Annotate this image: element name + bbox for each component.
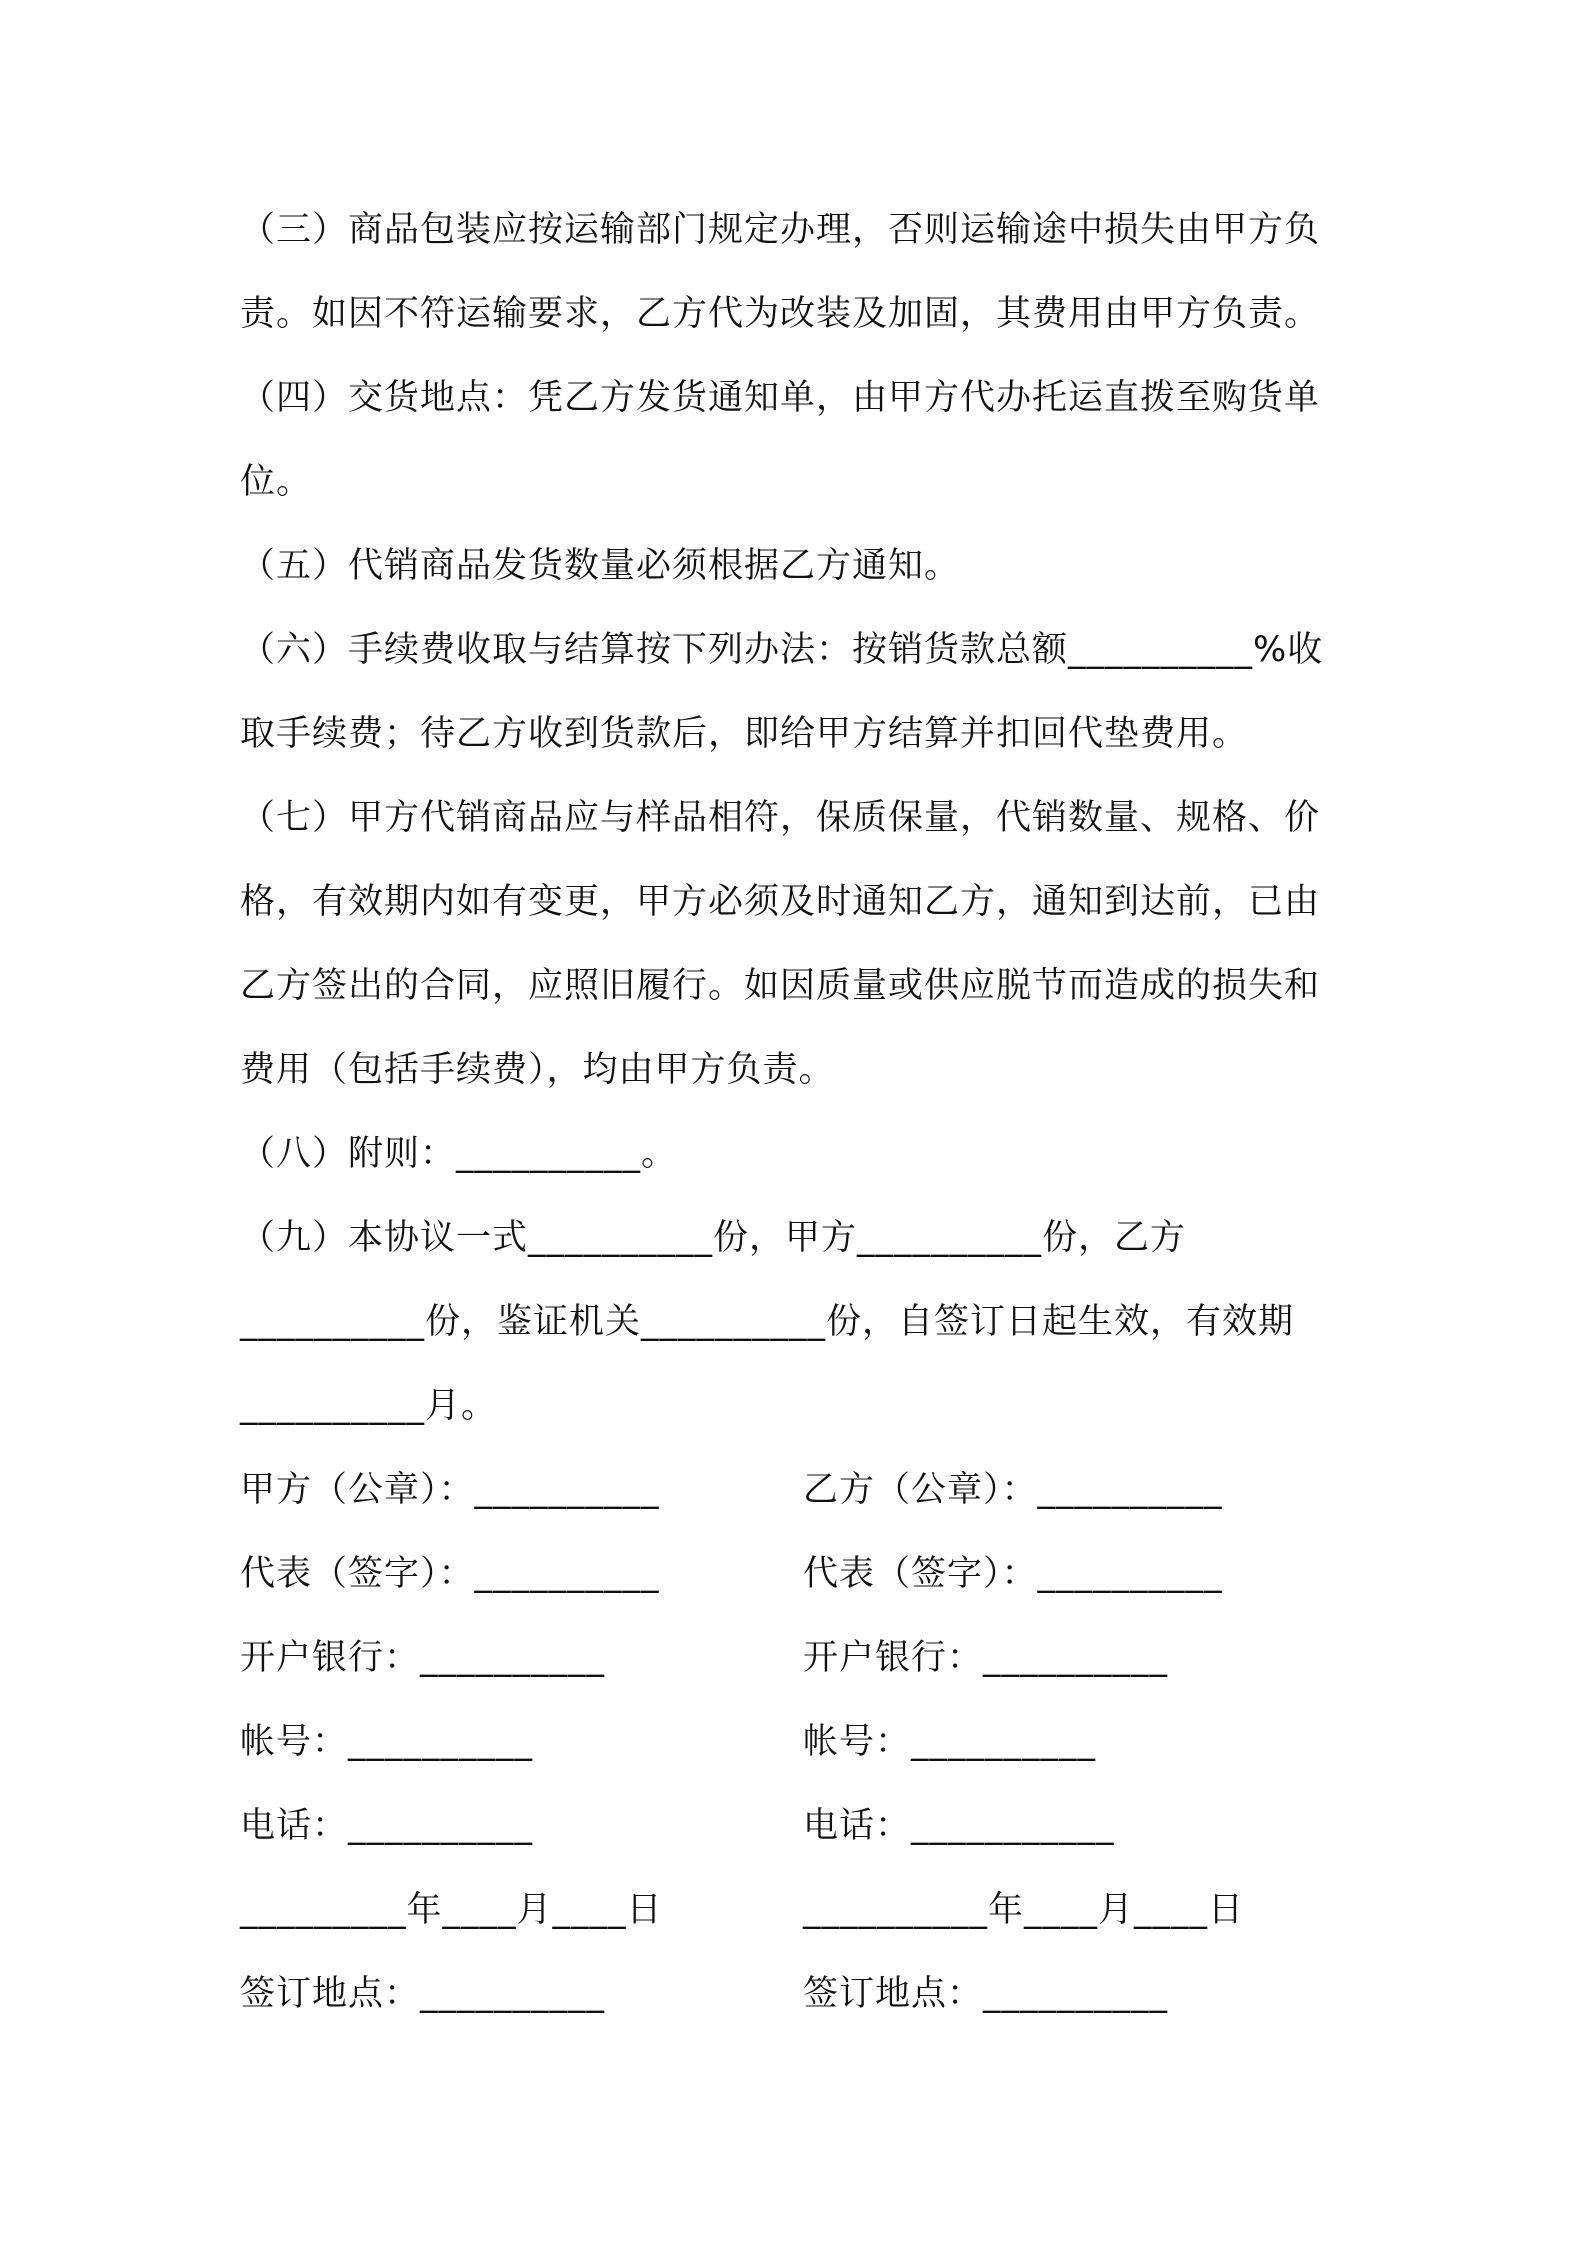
- clause-9-line-2: __________份，鉴证机关__________份，自签订日起生效，有效期: [240, 1302, 1295, 1342]
- clause-4-line-1: （四）交货地点：凭乙方发货通知单，由甲方代办托运直拨至购货单: [240, 378, 1321, 418]
- party-a-phone: 电话：__________: [240, 1806, 534, 1846]
- clause-7-line-4: 费用（包括手续费），均由甲方负责。: [240, 1050, 835, 1090]
- party-b-bank: 开户银行：__________: [803, 1638, 1169, 1678]
- party-a-seal: 甲方（公章）：__________: [240, 1470, 660, 1510]
- party-b-seal: 乙方（公章）：__________: [803, 1470, 1223, 1510]
- clause-4-line-2: 位。: [240, 462, 313, 502]
- party-b-date: __________年____月____日: [803, 1890, 1245, 1930]
- clause-6-line-2: 取手续费；待乙方收到货款后，即给甲方结算并扣回代垫费用。: [240, 714, 1249, 754]
- party-b-signing-place: 签订地点：__________: [803, 1974, 1169, 2014]
- party-a-date: _________年____月____日: [240, 1890, 663, 1930]
- clause-7-line-1: （七）甲方代销商品应与样品相符，保质保量，代销数量、规格、价: [240, 798, 1321, 838]
- clause-5-line-1: （五）代销商品发货数量必须根据乙方通知。: [240, 546, 961, 586]
- clause-8-line-1: （八）附则：__________。: [240, 1134, 678, 1174]
- clause-7-line-3: 乙方签出的合同，应照旧履行。如因质量或供应脱节而造成的损失和: [240, 966, 1321, 1006]
- clause-3-line-1: （三）商品包装应按运输部门规定办理，否则运输途中损失由甲方负: [240, 210, 1321, 250]
- party-a-signing-place: 签订地点：__________: [240, 1974, 606, 2014]
- clause-9-line-3: __________月。: [240, 1386, 498, 1426]
- clause-7-line-2: 格，有效期内如有变更，甲方必须及时通知乙方，通知到达前，已由: [240, 882, 1321, 922]
- party-a-bank: 开户银行：__________: [240, 1638, 606, 1678]
- clause-6-line-1: （六）手续费收取与结算按下列办法：按销货款总额__________%收: [240, 630, 1324, 670]
- party-b-representative: 代表（签字）：__________: [803, 1554, 1223, 1594]
- party-a-account: 帐号：__________: [240, 1722, 534, 1762]
- party-b-account: 帐号：__________: [803, 1722, 1097, 1762]
- clause-3-line-2: 责。如因不符运输要求，乙方代为改装及加固，其费用由甲方负责。: [240, 294, 1321, 334]
- clause-9-line-1: （九）本协议一式__________份，甲方__________份，乙方: [240, 1218, 1187, 1258]
- party-b-phone: 电话：___________: [803, 1806, 1115, 1846]
- party-a-representative: 代表（签字）：__________: [240, 1554, 660, 1594]
